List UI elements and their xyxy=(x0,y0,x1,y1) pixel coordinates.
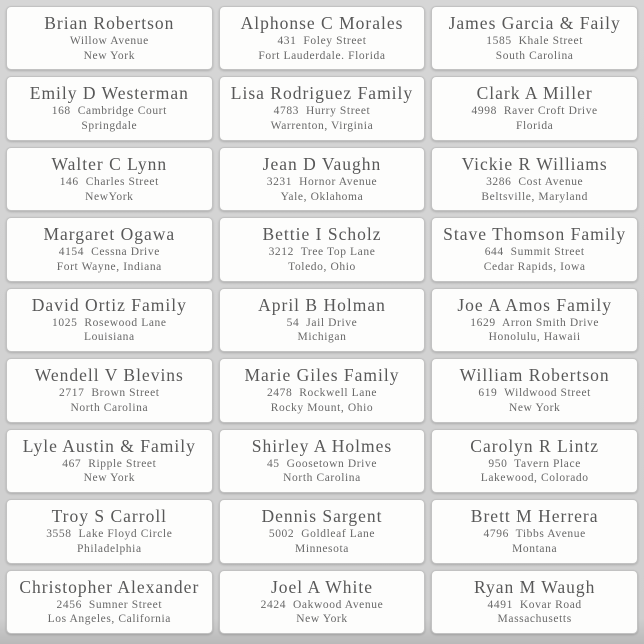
label-city-line: New York xyxy=(83,472,136,485)
label-recipient-name: Alphonse C Morales xyxy=(240,13,404,33)
label-city-line: South Carolina xyxy=(495,49,574,62)
address-label xyxy=(219,429,426,493)
label-recipient-name: Lyle Austin & Family xyxy=(22,435,196,456)
address-label xyxy=(431,499,638,563)
label-recipient-name: James Garcia & Faily xyxy=(448,13,621,33)
label-city-line: Philadelphia xyxy=(76,542,142,555)
label-street-line: 619 Wildwood Street xyxy=(478,387,591,400)
label-city-line: New York xyxy=(508,401,561,414)
address-label xyxy=(219,570,426,634)
label-recipient-name: Carolyn R Lintz xyxy=(470,435,600,456)
address-label xyxy=(431,6,638,70)
address-label xyxy=(6,429,213,493)
label-recipient-name: Joe A Amos Family xyxy=(457,294,612,315)
address-label xyxy=(219,217,426,281)
label-recipient-name: Wendell V Blevins xyxy=(34,365,184,386)
label-city-line: Lakewood, Colorado xyxy=(480,472,589,485)
address-label xyxy=(431,429,638,493)
label-recipient-name: Troy S Carroll xyxy=(51,506,168,527)
label-recipient-name: Christopher Alexander xyxy=(19,576,200,597)
label-recipient-name: Dennis Sargent xyxy=(261,506,383,527)
label-recipient-name: Walter C Lynn xyxy=(51,153,168,174)
label-recipient-name: Stave Thomson Family xyxy=(443,224,627,245)
label-recipient-name: Brett M Herrera xyxy=(470,506,599,527)
label-street-line: 4998 Raver Croft Drive xyxy=(471,105,598,118)
label-city-line: New York xyxy=(83,49,136,62)
label-street-line: 1629 Arron Smith Drive xyxy=(470,316,600,329)
label-street-line: 1585 Khale Street xyxy=(486,35,584,47)
label-recipient-name: Ryan M Waugh xyxy=(473,576,596,597)
label-street-line: 4491 Kovar Road xyxy=(487,598,582,611)
label-street-line: 2424 Oakwood Avenue xyxy=(260,598,384,611)
label-street-line: Willow Avenue xyxy=(69,35,149,47)
label-street-line: 431 Foley Street xyxy=(277,35,367,47)
label-street-line: 2456 Sumner Street xyxy=(56,598,163,611)
address-label xyxy=(431,76,638,140)
label-city-line: Florida xyxy=(515,120,554,133)
label-recipient-name: William Robertson xyxy=(459,365,610,386)
label-city-line: New York xyxy=(296,613,348,626)
label-city-line: Springdale xyxy=(81,120,138,133)
label-city-line: Massachusetts xyxy=(497,613,572,626)
address-label xyxy=(219,6,426,70)
label-street-line: 3286 Cost Avenue xyxy=(486,175,584,188)
label-recipient-name: Jean D Vaughn xyxy=(262,153,382,174)
label-street-line: 1025 Rosewood Lane xyxy=(52,316,167,329)
label-street-line: 467 Ripple Street xyxy=(62,457,157,470)
label-street-line: 4154 Cessna Drive xyxy=(58,246,160,259)
label-city-line: Rocky Mount, Ohio xyxy=(270,401,374,414)
address-label xyxy=(219,147,426,211)
address-label xyxy=(6,288,213,352)
address-label xyxy=(219,76,426,140)
label-street-line: 3212 Tree Top Lane xyxy=(268,246,376,259)
label-street-line: 45 Goosetown Drive xyxy=(266,457,378,470)
label-street-line: 5002 Goldleaf Lane xyxy=(268,528,376,541)
label-recipient-name: Joel A White xyxy=(270,576,374,597)
label-city-line: Los Angeles, California xyxy=(47,613,171,626)
address-label xyxy=(431,217,638,281)
label-recipient-name: Clark A Miller xyxy=(476,83,593,104)
label-city-line: North Carolina xyxy=(70,401,149,414)
label-city-line: Cedar Rapids, Iowa xyxy=(483,261,586,274)
label-recipient-name: David Ortiz Family xyxy=(31,294,187,315)
address-label xyxy=(431,570,638,634)
label-city-line: Toledo, Ohio xyxy=(288,261,356,274)
label-street-line: 644 Summit Street xyxy=(484,246,585,259)
label-street-line: 3558 Lake Floyd Circle xyxy=(46,528,173,541)
address-label xyxy=(6,217,213,281)
label-city-line: Yale, Oklahoma xyxy=(280,190,364,203)
label-street-line: 3231 Hornor Avenue xyxy=(266,175,378,188)
label-city-line: Fort Wayne, Indiana xyxy=(56,261,162,274)
label-city-line: Michigan xyxy=(297,331,347,344)
label-street-line: 4796 Tibbs Avenue xyxy=(483,528,586,541)
address-label xyxy=(6,76,213,140)
label-city-line: North Carolina xyxy=(283,472,361,485)
label-recipient-name: Marie Giles Family xyxy=(244,365,400,386)
label-city-line: Montana xyxy=(512,542,558,555)
label-recipient-name: Emily D Westerman xyxy=(29,83,189,104)
address-label xyxy=(431,288,638,352)
address-label xyxy=(431,358,638,422)
address-label xyxy=(219,358,426,422)
label-recipient-name: Vickie R Williams xyxy=(461,153,608,174)
label-recipient-name: Margaret Ogawa xyxy=(43,224,176,245)
address-label xyxy=(219,288,426,352)
label-city-line: Fort Lauderdale. Florida xyxy=(258,49,386,62)
label-street-line: 950 Tavern Place xyxy=(488,457,581,470)
label-recipient-name: Lisa Rodriguez Family xyxy=(230,83,414,104)
label-recipient-name: April B Holman xyxy=(258,294,386,315)
label-recipient-name: Shirley A Holmes xyxy=(251,435,393,456)
label-street-line: 54 Jail Drive xyxy=(286,316,358,329)
label-street-line: 4783 Hurry Street xyxy=(273,105,371,118)
label-recipient-name: Bettie I Scholz xyxy=(262,224,382,245)
address-label xyxy=(6,570,213,634)
address-label xyxy=(431,147,638,211)
label-city-line: Beltsville, Maryland xyxy=(481,190,588,203)
address-label xyxy=(6,499,213,563)
label-street-line: 2478 Rockwell Lane xyxy=(266,387,378,400)
address-label xyxy=(6,147,213,211)
label-city-line: NewYork xyxy=(85,190,134,203)
label-city-line: Honolulu, Hawaii xyxy=(488,331,581,344)
label-city-line: Warrenton, Virginia xyxy=(270,120,374,133)
label-city-line: Louisiana xyxy=(83,331,135,344)
label-street-line: 168 Cambridge Court xyxy=(51,105,167,118)
address-label xyxy=(6,6,213,70)
label-street-line: 2717 Brown Street xyxy=(59,387,160,400)
address-label xyxy=(219,499,426,563)
label-city-line: Minnesota xyxy=(295,542,349,555)
address-label xyxy=(6,358,213,422)
label-street-line: 146 Charles Street xyxy=(59,175,159,188)
label-recipient-name: Brian Robertson xyxy=(44,13,175,33)
